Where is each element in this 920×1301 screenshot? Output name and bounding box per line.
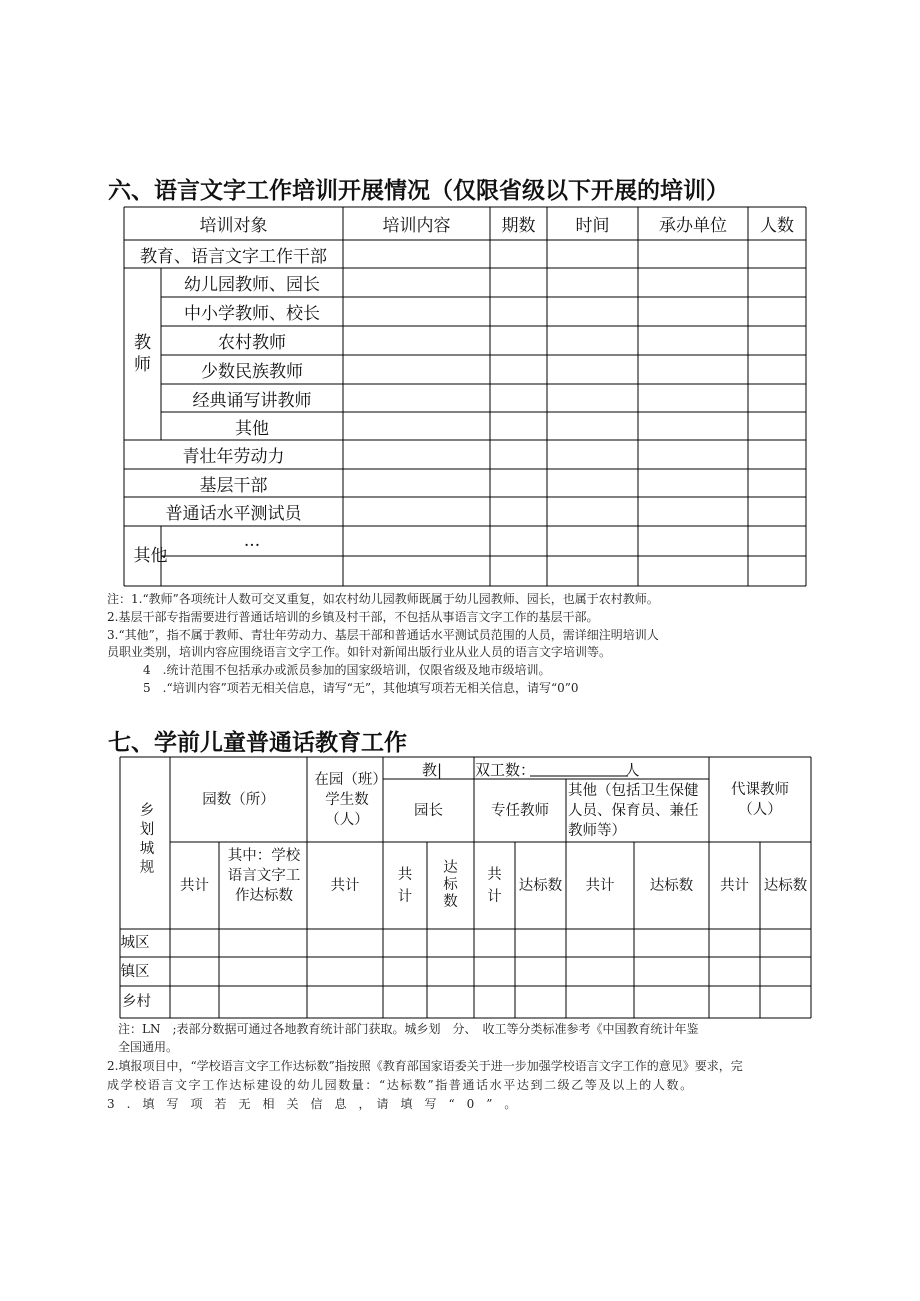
header-training-content: 培训内容	[382, 216, 451, 236]
header-fulltime: 专任教师	[491, 802, 549, 819]
row-urban: 城区	[120, 935, 150, 951]
row-cadre-label: 教育、语言文字工作干部	[140, 246, 327, 267]
header-schools: 园数（所）	[202, 792, 275, 808]
sub-school-standard: 其中：学校语言文字工作达标数	[227, 848, 301, 904]
teacher-row-minority: 少数民族教师	[201, 362, 303, 382]
header-director: 园长	[414, 802, 443, 819]
section6-note-6: 5 .“培训内容”项若无相关信息，请写“无”，其他填写项若无相关信息，请写“0”0	[143, 681, 579, 695]
sub-fulltime-standard: 达标数	[518, 877, 563, 894]
sub-others-total: 共计	[585, 877, 615, 894]
row-rural: 乡村	[122, 994, 151, 1010]
section7-note-2: 全国通用。	[118, 1040, 179, 1054]
sub-others-standard: 达标数	[649, 877, 694, 894]
row-grassroots-label: 基层干部	[199, 475, 268, 496]
header-time: 时间	[575, 216, 610, 236]
section6-note-5: 4 .统计范围不包括承办或派员参加的国家级培训，仅限省级及地市级培训。	[143, 663, 551, 677]
sub-substitute-total: 共计	[720, 877, 749, 894]
section7-note-5: 3 . 填 写 项 若 无 相 关 信 息 ， 请 填 写 “ 0 ” 。	[107, 1097, 517, 1111]
sub-schools-total: 共计	[180, 877, 209, 894]
header-organizer: 承办单位	[659, 216, 727, 236]
section6-note-2: 2.基层干部专指需要进行普通话培训的乡镇及村干部，不包括从事语言文字工作的基层干部。	[107, 610, 599, 624]
section6-title: 六、语言文字工作培训开展情况（仅限省级以下开展的培训）	[108, 178, 729, 204]
teacher-row-classics: 经典诵写讲教师	[192, 390, 312, 411]
teacher-group-text: 教师	[134, 333, 151, 375]
section7-note-1: 注：LN ;表部分数据可通过各地教育统计部门获取。城乡划 分、 收工等分类标准参考《中国教育统计年鉴	[118, 1022, 699, 1036]
header-region	[132, 800, 162, 880]
section6-note-3: 3.“其他”，指不属于教师、青壮年劳动力、基层干部和普通话水平测试员范围的人员，需详细注明培训人	[107, 628, 659, 642]
row-labor-label: 青壮年劳动力	[182, 447, 285, 467]
teacher-row-primary-secondary: 中小学教师、校长	[184, 304, 320, 324]
sub-director-total-text: 共计	[397, 866, 413, 905]
header-students: 在园（班）学生数（人）	[314, 772, 380, 828]
header-sessions: 期数	[501, 216, 536, 236]
other-group-text: 其他	[133, 546, 168, 566]
header-substitute: 代课教师（人）	[731, 782, 789, 818]
header-training-target: 培训对象	[199, 216, 268, 236]
section7-note-3: 2.填报项目中，“学校语言文字工作达标数”指按照《教育部国家语委关于进一步加强学校语言文字工作的意见》要求，完	[107, 1059, 743, 1073]
sub-fulltime-total-text: 共计	[487, 866, 502, 905]
header-headcount: 人数	[760, 216, 794, 236]
sub-director-standard-text: 达标数	[443, 860, 458, 910]
header-region-text: 乡划城规	[139, 803, 155, 876]
header-staff-c: 人	[624, 760, 640, 779]
teacher-row-kindergarten: 幼儿园教师、园长	[184, 275, 320, 295]
section6-note-4: 员职业类别，培训内容应围绕语言文字工作。如针对新闻出版行业从业人员的语言文字培训等。	[107, 645, 612, 659]
sub-director-standard	[427, 842, 474, 929]
sub-fulltime-total	[474, 842, 515, 929]
sub-director-total	[383, 842, 427, 929]
sub-students-total: 共计	[330, 877, 360, 894]
sub-substitute-standard: 达标数	[763, 877, 808, 894]
row-town: 镇区	[120, 963, 150, 980]
header-staff-b: 双工数：	[475, 760, 536, 779]
row-tester-label: 普通话水平测试员	[165, 504, 302, 524]
section7-title: 七、学前儿童普通话教育工作	[108, 730, 407, 756]
section6-note-1: 注：1.“教师”各项统计人数可交叉重复，如农村幼儿园教师既属于幼儿园教师、园长，也属于农村教师。	[107, 592, 659, 606]
teacher-row-other: 其他	[235, 418, 269, 439]
other-row-ellipsis: ...	[243, 531, 261, 551]
section7-note-4: 成学校语言文字工作达标建设的幼儿园数量：“达标数”指普通话水平达到二级乙等及以上的人数。	[107, 1078, 694, 1092]
teacher-row-rural: 农村教师	[218, 333, 286, 353]
header-others: 其他（包括卫生保健人员、保育员、兼任教师等）	[568, 782, 699, 839]
header-staff-a: 教|	[421, 760, 443, 779]
